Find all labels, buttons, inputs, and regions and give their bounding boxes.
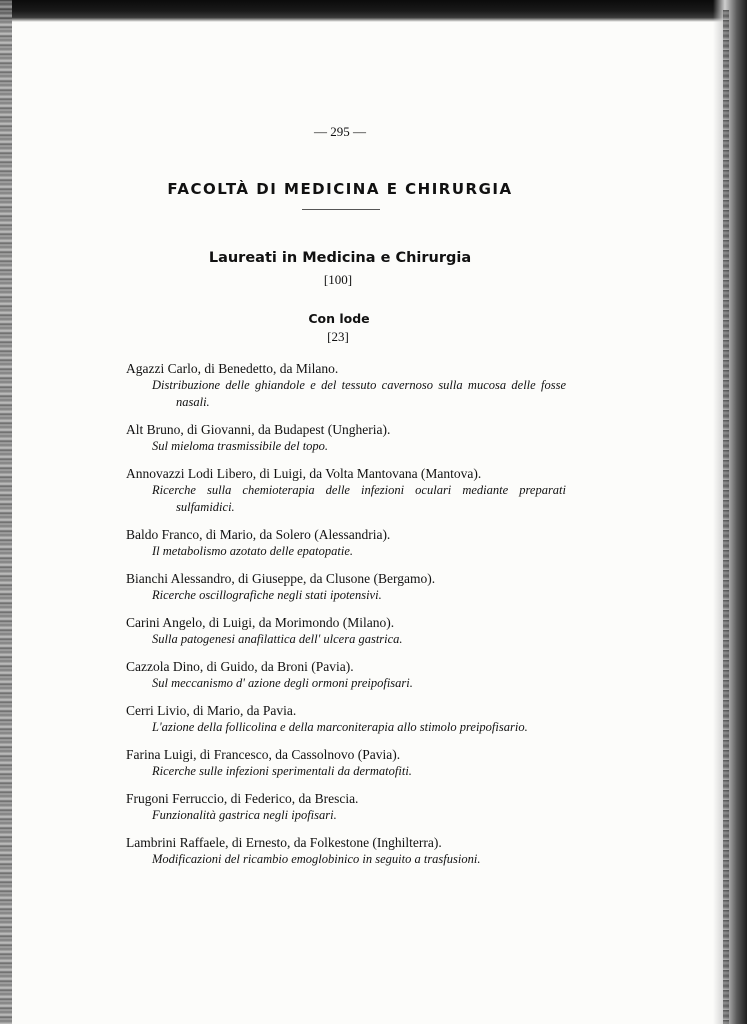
page-number: — 295 —: [314, 124, 366, 139]
list-item: [126, 526, 566, 560]
list-item: [126, 702, 566, 736]
graduate-name: Annovazzi Lodi Libero, di Luigi, da Volta Mantovana (Mantova).: [126, 466, 482, 481]
thesis-title: Sul mieloma trasmissibile del topo.: [152, 439, 329, 453]
thesis-title: Ricerche sulle infezioni sperimentali da dermatofiti.: [152, 764, 412, 778]
thesis-title: L'azione della follicolina e della marconiterapia allo stimolo preipofisario.: [152, 720, 528, 734]
scan-top-edge: [0, 0, 747, 22]
list-item: [126, 790, 566, 824]
list-item: [126, 465, 566, 516]
thesis-title: Ricerche sulla chemioterapia delle infezioni oculari mediante preparati sulfamidici.: [152, 483, 566, 514]
graduates-list: [126, 360, 566, 878]
thesis-title: Distribuzione delle ghiandole e del tessuto cavernoso sulla mucosa delle fosse nasali.: [152, 378, 566, 409]
graduate-name: Baldo Franco, di Mario, da Solero (Alessandria).: [126, 527, 391, 542]
graduate-name: Lambrini Raffaele, di Ernesto, da Folkestone (Inghilterra).: [126, 835, 442, 850]
scan-left-edge: [0, 0, 12, 1024]
subsection-count: [23]: [327, 329, 349, 344]
list-item: [126, 360, 566, 411]
section-title: Laureati in Medicina e Chirurgia: [208, 250, 472, 266]
thesis-title: Ricerche oscillografiche negli stati ipotensivi.: [152, 588, 382, 602]
section-count: [100]: [323, 272, 353, 287]
graduate-name: Cerri Livio, di Mario, da Pavia.: [126, 703, 297, 718]
list-item: [126, 834, 566, 868]
graduate-name: Farina Luigi, di Francesco, da Cassolnovo (Pavia).: [126, 747, 401, 762]
thesis-title: Sul meccanismo d' azione degli ormoni preipofisari.: [152, 676, 413, 690]
list-item: [126, 421, 566, 455]
thesis-title: Funzionalità gastrica negli ipofisari.: [152, 808, 337, 822]
scan-right-binding: [723, 10, 729, 1024]
title-divider: [302, 209, 380, 210]
list-item: [126, 658, 566, 692]
list-item: [126, 746, 566, 780]
thesis-title: Modificazioni del ricambio emoglobinico in seguito a trasfusioni.: [152, 852, 481, 866]
graduate-name: Bianchi Alessandro, di Giuseppe, da Clusone (Bergamo).: [126, 571, 436, 586]
thesis-title: Il metabolismo azotato delle epatopatie.: [152, 544, 354, 558]
subsection-title: Con lode: [308, 311, 370, 326]
graduate-name: Alt Bruno, di Giovanni, da Budapest (Ungheria).: [126, 422, 391, 437]
graduate-name: Agazzi Carlo, di Benedetto, da Milano.: [126, 361, 339, 376]
list-item: [126, 570, 566, 604]
graduate-name: Cazzola Dino, di Guido, da Broni (Pavia).: [126, 659, 354, 674]
graduate-name: Carini Angelo, di Luigi, da Morimondo (Milano).: [126, 615, 395, 630]
list-item: [126, 614, 566, 648]
faculty-title: FACOLTÀ DI MEDICINA E CHIRURGIA: [167, 180, 513, 198]
scan-right-edge: [713, 0, 747, 1024]
thesis-title: Sulla patogenesi anafilattica dell' ulcera gastrica.: [152, 632, 403, 646]
graduate-name: Frugoni Ferruccio, di Federico, da Brescia.: [126, 791, 359, 806]
